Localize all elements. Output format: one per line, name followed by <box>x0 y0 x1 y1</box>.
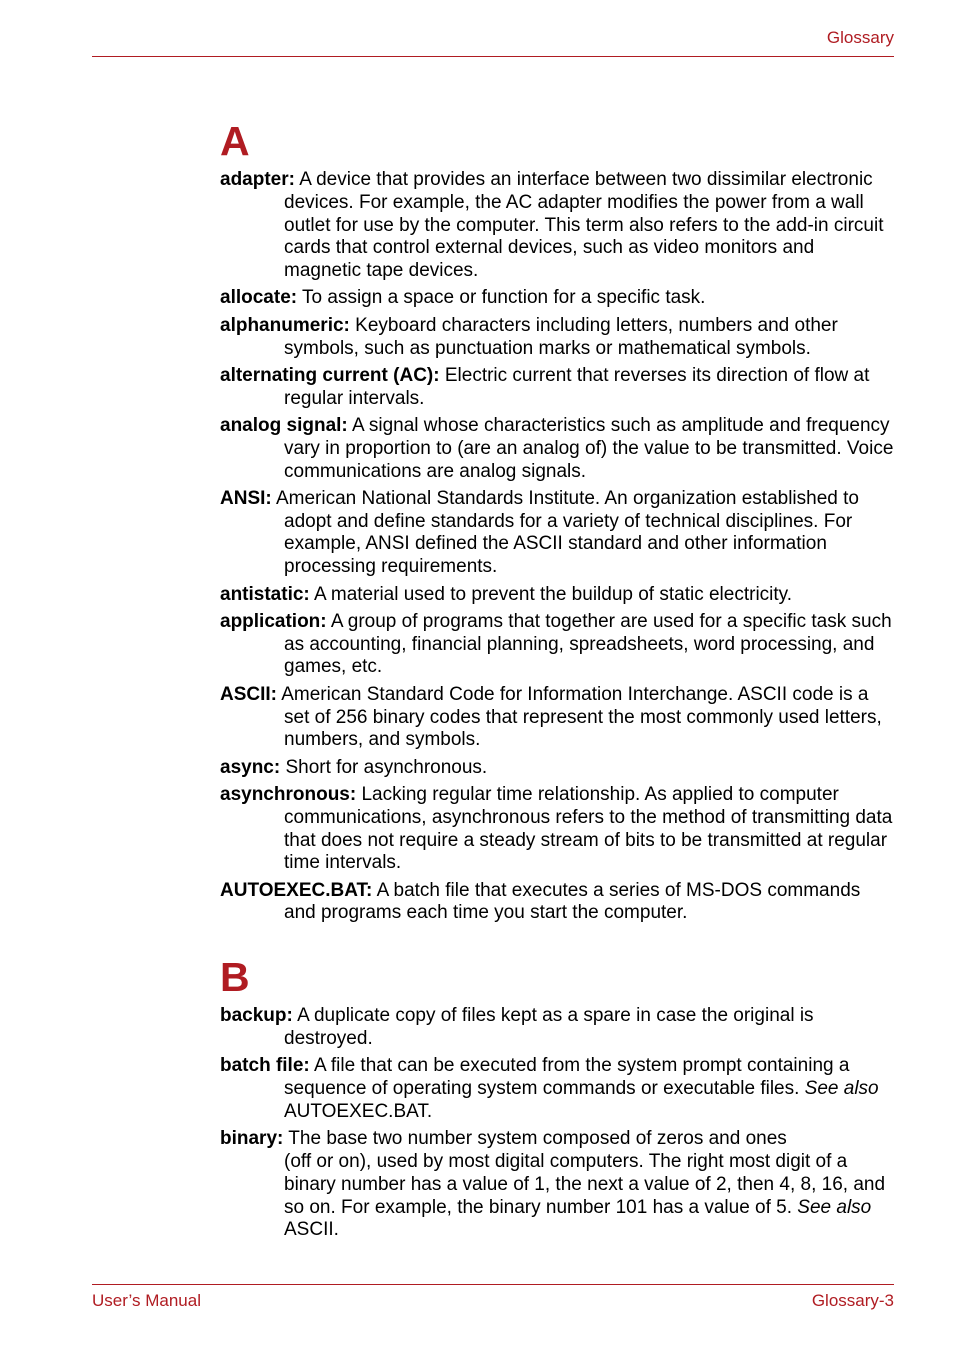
glossary-entry <box>220 880 894 926</box>
entry-term: alternating current (AC): <box>220 364 440 386</box>
entry-term: batch file: <box>220 1055 310 1077</box>
glossary-entry <box>220 315 894 361</box>
entry-term: binary: <box>220 1128 284 1150</box>
entry-term: alphanumeric: <box>220 314 350 336</box>
glossary-entry-batch-file <box>220 1055 894 1123</box>
see-also-reference: ASCII. <box>284 1219 339 1241</box>
glossary-content <box>220 117 894 1247</box>
entry-definition: A duplicate copy of files kept as a spare in case the original is destroyed. <box>284 1005 814 1049</box>
entry-term: backup: <box>220 1005 293 1027</box>
see-also-label: See also <box>804 1078 879 1100</box>
entry-term: application: <box>220 610 327 632</box>
entry-term: ANSI: <box>220 487 272 509</box>
header-rule <box>92 56 894 57</box>
entry-term: allocate: <box>220 287 298 309</box>
glossary-entry <box>220 784 894 875</box>
section-letter-a: A <box>220 118 250 164</box>
entry-definition: A group of programs that together are used for a specific task such as accounting, financial planning, spreadsheets, word processing, and games, etc. <box>284 610 892 678</box>
glossary-entry <box>220 365 894 411</box>
entry-definition: A batch file that executes a series of MS-DOS commands and programs each time you start the computer. <box>284 879 861 924</box>
entry-definition: A signal whose characteristics such as amplitude and frequency vary in proportion to (are an analog of) the value to be transmitted. Voice communications are analog signals. <box>284 414 894 482</box>
entry-term: adapter: <box>220 169 295 190</box>
glossary-entry <box>220 757 894 780</box>
glossary-entry-backup <box>220 1005 894 1051</box>
entry-definition: American National Standards Institute. An organization established to adopt and define standards for a variety of technical disciplines. For example, ANSI defined the ASCII standard and other information processing requirements. <box>271 487 859 578</box>
entry-term: AUTOEXEC.BAT: <box>220 879 373 901</box>
glossary-entry <box>220 415 894 483</box>
entry-definition: A device that provides an interface between two dissimilar electronic devices. For example, the AC adapter modifies the power from a wall outlet for use by the computer. This term also refers to the add-in circuit cards that control external devices, such as video monitors and magnetic tape devices. <box>284 169 884 282</box>
entry-definition: Short for asynchronous. <box>280 756 488 778</box>
entry-definition-cont: (off or on), used by most digital computers. The right most digit of a binary number has a value of 1, the next a value of 2, then 4, 8, 16, and so on. For example, the binary number 101 has a value of 5. <box>284 1150 886 1218</box>
glossary-entry <box>220 584 894 607</box>
entry-term: async: <box>220 756 281 778</box>
section-letter-b: B <box>220 954 250 1001</box>
entry-definition: To assign a space or function for a specific task. <box>297 287 706 309</box>
entry-term: asynchronous: <box>220 783 357 805</box>
entry-definition: Keyboard characters including letters, numbers and other symbols, such as punctuation marks or mathematical symbols. <box>284 314 838 359</box>
entry-definition: Lacking regular time relationship. As applied to computer communications, asynchronous refers to the method of transmitting data that does not require a steady stream of bits to be transmitted at regular time intervals. <box>284 783 893 874</box>
entry-definition: The base two number system composed of zeros and ones <box>283 1128 787 1150</box>
entry-definition: A file that can be executed from the system prompt containing a sequence of operating system commands or executable files. <box>284 1055 850 1100</box>
footer-manual-title: User’s Manual <box>92 1291 201 1310</box>
entry-definition: Electric current that reverses its direction of flow at regular intervals. <box>284 364 870 409</box>
footer-rule <box>92 1284 894 1285</box>
footer-page-number: Glossary-3 <box>811 1291 894 1310</box>
glossary-entry-binary <box>220 1128 894 1242</box>
entry-term: ASCII: <box>220 683 277 705</box>
entries-a <box>220 169 894 925</box>
running-header-title: Glossary <box>826 28 894 47</box>
glossary-entry <box>220 684 894 752</box>
glossary-entry <box>220 169 894 283</box>
entry-term: antistatic: <box>220 583 310 605</box>
glossary-entry <box>220 488 894 579</box>
glossary-entry <box>220 611 894 679</box>
entry-definition: A material used to prevent the buildup of static electricity. <box>309 583 793 605</box>
see-also-reference: AUTOEXEC.BAT. <box>284 1100 433 1122</box>
glossary-entry <box>220 287 894 310</box>
entry-term: analog signal: <box>220 414 348 436</box>
entry-definition: American Standard Code for Information Interchange. ASCII code is a set of 256 binary codes that represent the most commonly used letters, numbers, and symbols. <box>277 683 882 751</box>
see-also-label: See also <box>797 1196 872 1218</box>
